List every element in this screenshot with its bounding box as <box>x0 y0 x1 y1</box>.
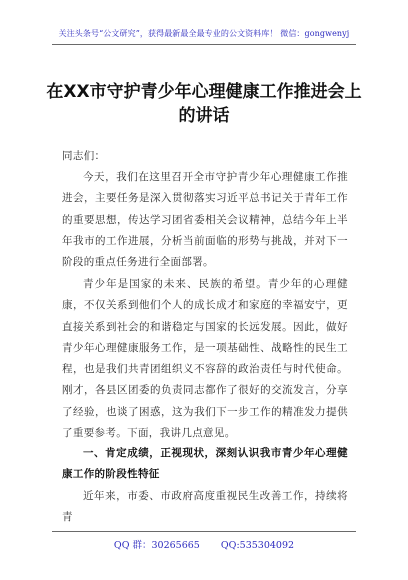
salutation: 同志们： <box>62 150 106 162</box>
footer <box>0 537 408 551</box>
header-banner: 关注头条号“公文研究”，获得最新最全最专业的公文资料库！ 微信：gongwenyj <box>58 29 350 38</box>
footer-qq-contact: QQ:535304092 <box>220 540 295 551</box>
paragraph-significance: 青少年是国家的未来、民族的希望。青少年的心理健康，不仅关系到他们个人的成长成才和家庭的幸福安宁，更直接关系到社会的和谐稳定与国家的长远发展。因此，做好青少年心理健康服务工作，是一项基础性、战略性的民生工程，也是我们共青团组织义不容辞的政治责任与时代使命。刚才，各县区团委的负责同志都作了很好的交流发言，分享了经验，也谈了困惑，这为我们下一步工作的精准发力提供了重要参考。下面，我讲几点意见。 <box>62 278 348 440</box>
section-heading-1: 一、肯定成绩，正视现状，深刻认识我市青少年心理健康工作的阶段性特征 <box>62 447 348 481</box>
paragraph-section-1-start: 近年来，市委、市政府高度重视民生改善工作，持续将青 <box>62 490 348 524</box>
paragraph-intro: 今天，我们在这里召开全市守护青少年心理健康工作推进会，主要任务是深入贯彻落实习近平总书记关于青年工作的重要思想，传达学习团省委相关会议精神，总结今年上半年我市的工作进展，分析当前面临的形势与挑战，并对下一阶段的重点任务进行全面部署。 <box>62 171 348 269</box>
header-divider <box>52 44 356 45</box>
footer-divider <box>52 531 356 532</box>
footer-qq-group: QQ 群：30265665 <box>113 540 200 551</box>
document-title: 在XX市守护青少年心理健康工作推进会上的讲话 <box>46 82 362 126</box>
